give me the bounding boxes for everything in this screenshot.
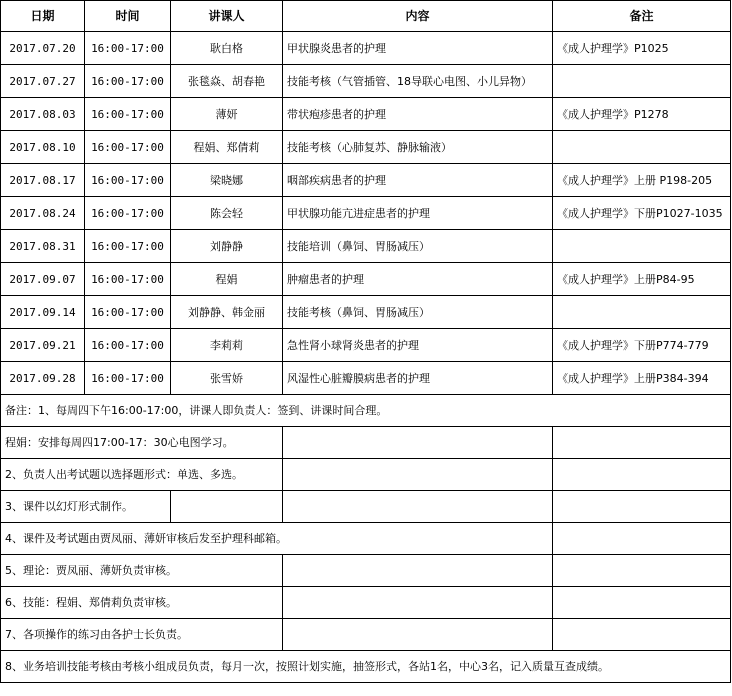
note-row <box>1 491 731 523</box>
cell-date: 2017.09.14 <box>1 296 85 329</box>
cell-time: 16:00-17:00 <box>85 164 171 197</box>
table-row <box>1 296 731 329</box>
cell-time: 16:00-17:00 <box>85 32 171 65</box>
cell-lecturer: 刘静静 <box>171 230 283 263</box>
table-row <box>1 131 731 164</box>
cell-content: 技能考核（鼻饲、胃肠减压） <box>283 296 553 329</box>
empty-cell <box>553 491 731 523</box>
table-row <box>1 32 731 65</box>
cell-date: 2017.09.07 <box>1 263 85 296</box>
empty-cell <box>553 619 731 651</box>
cell-lecturer: 陈会轻 <box>171 197 283 230</box>
cell-content: 技能培训（鼻饲、胃肠减压） <box>283 230 553 263</box>
cell-lecturer: 梁晓娜 <box>171 164 283 197</box>
cell-note: 《成人护理学》上册 P198-205 <box>553 164 731 197</box>
note-row <box>1 395 731 427</box>
empty-cell <box>283 587 553 619</box>
empty-cell <box>283 619 553 651</box>
empty-cell <box>283 427 553 459</box>
note-row <box>1 523 731 555</box>
empty-cell <box>553 587 731 619</box>
cell-time: 16:00-17:00 <box>85 230 171 263</box>
cell-content: 咽部疾病患者的护理 <box>283 164 553 197</box>
empty-cell <box>553 523 731 555</box>
cell-note: 《成人护理学》P1025 <box>553 32 731 65</box>
cell-time: 16:00-17:00 <box>85 263 171 296</box>
cell-time: 16:00-17:00 <box>85 329 171 362</box>
note-text: 8、业务培训技能考核由考核小组成员负责，每月一次，按照计划实施，抽签形式，各站1名，中心3名，记入质量互查成绩。 <box>1 651 731 683</box>
cell-time: 16:00-17:00 <box>85 98 171 131</box>
header-content: 内容 <box>283 1 553 32</box>
header-time: 时间 <box>85 1 171 32</box>
note-row <box>1 555 731 587</box>
cell-content: 带状疱疹患者的护理 <box>283 98 553 131</box>
cell-date: 2017.08.03 <box>1 98 85 131</box>
header-note: 备注 <box>553 1 731 32</box>
cell-note: 《成人护理学》上册P384-394 <box>553 362 731 395</box>
cell-lecturer: 张毯焱、胡春艳 <box>171 65 283 98</box>
note-row <box>1 587 731 619</box>
cell-lecturer: 薄妍 <box>171 98 283 131</box>
cell-lecturer: 刘静静、韩金丽 <box>171 296 283 329</box>
cell-date: 2017.08.24 <box>1 197 85 230</box>
cell-content: 肿瘤患者的护理 <box>283 263 553 296</box>
cell-date: 2017.07.20 <box>1 32 85 65</box>
note-row <box>1 619 731 651</box>
cell-lecturer: 耿白格 <box>171 32 283 65</box>
note-text: 6、技能：程娟、郑倩莉负责审核。 <box>1 587 283 619</box>
schedule-rows <box>1 32 731 683</box>
cell-date: 2017.09.21 <box>1 329 85 362</box>
cell-lecturer: 张雪娇 <box>171 362 283 395</box>
empty-cell <box>283 555 553 587</box>
note-text: 2、负责人出考试题以选择题形式：单选、多选。 <box>1 459 283 491</box>
cell-note: 《成人护理学》下册P1027-1035 <box>553 197 731 230</box>
cell-content: 技能考核（心肺复苏、静脉输液） <box>283 131 553 164</box>
note-row <box>1 427 731 459</box>
note-row <box>1 459 731 491</box>
cell-content: 技能考核（气管插管、18导联心电图、小儿异物） <box>283 65 553 98</box>
cell-time: 16:00-17:00 <box>85 362 171 395</box>
header-date: 日期 <box>1 1 85 32</box>
table-row <box>1 164 731 197</box>
empty-cell <box>171 491 283 523</box>
cell-lecturer: 程娟 <box>171 263 283 296</box>
cell-content: 甲状腺炎患者的护理 <box>283 32 553 65</box>
cell-note <box>553 296 731 329</box>
cell-lecturer: 李莉莉 <box>171 329 283 362</box>
note-text: 5、理论：贾凤丽、薄妍负责审核。 <box>1 555 283 587</box>
header-row <box>1 1 731 32</box>
cell-note: 《成人护理学》下册P774-779 <box>553 329 731 362</box>
table-row <box>1 98 731 131</box>
table-row <box>1 230 731 263</box>
table-row <box>1 263 731 296</box>
note-text: 3、课件以幻灯形式制作。 <box>1 491 171 523</box>
table-row <box>1 65 731 98</box>
cell-time: 16:00-17:00 <box>85 296 171 329</box>
note-text: 程娟：安排每周四17:00-17：30心电图学习。 <box>1 427 283 459</box>
cell-content: 风湿性心脏瓣膜病患者的护理 <box>283 362 553 395</box>
cell-time: 16:00-17:00 <box>85 131 171 164</box>
table-row <box>1 362 731 395</box>
cell-time: 16:00-17:00 <box>85 197 171 230</box>
cell-note <box>553 230 731 263</box>
cell-date: 2017.07.27 <box>1 65 85 98</box>
cell-time: 16:00-17:00 <box>85 65 171 98</box>
cell-note: 《成人护理学》P1278 <box>553 98 731 131</box>
note-text: 4、课件及考试题由贾凤丽、薄妍审核后发至护理科邮箱。 <box>1 523 553 555</box>
empty-cell <box>553 555 731 587</box>
empty-cell <box>283 459 553 491</box>
cell-date: 2017.08.31 <box>1 230 85 263</box>
cell-date: 2017.08.10 <box>1 131 85 164</box>
cell-note <box>553 131 731 164</box>
table-row <box>1 329 731 362</box>
cell-note <box>553 65 731 98</box>
cell-date: 2017.09.28 <box>1 362 85 395</box>
cell-lecturer: 程娟、郑倩莉 <box>171 131 283 164</box>
note-text: 备注：1、每周四下午16:00-17:00，讲课人即负责人：签到、讲课时间合理。 <box>1 395 731 427</box>
empty-cell <box>283 491 553 523</box>
table-row <box>1 197 731 230</box>
empty-cell <box>553 459 731 491</box>
cell-content: 甲状腺功能亢进症患者的护理 <box>283 197 553 230</box>
cell-content: 急性肾小球肾炎患者的护理 <box>283 329 553 362</box>
cell-date: 2017.08.17 <box>1 164 85 197</box>
note-text: 7、各项操作的练习由各护士长负责。 <box>1 619 283 651</box>
empty-cell <box>553 427 731 459</box>
cell-note: 《成人护理学》上册P84-95 <box>553 263 731 296</box>
header-lecturer: 讲课人 <box>171 1 283 32</box>
note-row <box>1 651 731 683</box>
